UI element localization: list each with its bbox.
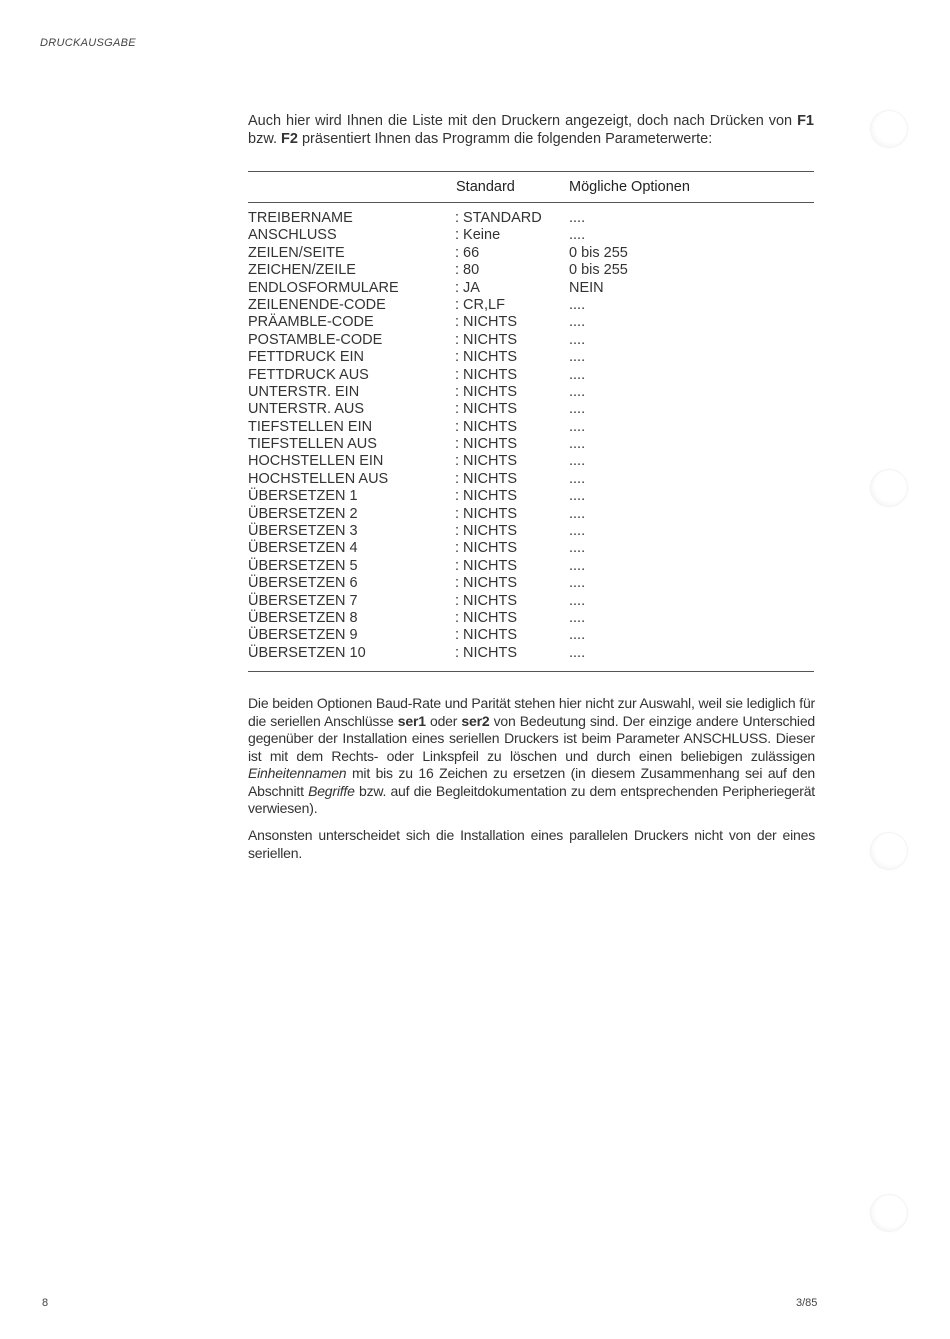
parameter-name: PRÄAMBLE-CODE [248,314,374,331]
table-top-rule [248,171,814,172]
parameter-options: .... [569,609,586,626]
parameter-standard: : NICHTS [455,627,518,644]
parameter-name: FETTDRUCK AUS [248,366,369,383]
para1-text-g: mit bis zu 16 Zeichen zu ersetzen (in diesem Zusammenhang sei auf den Abschnitt [248,765,815,799]
parameter-name: HOCHSTELLEN EIN [248,453,384,470]
edition-date: 3/85 [796,1297,818,1309]
table-row [248,262,814,279]
table-row [248,488,814,505]
port-ser2: ser2 [461,712,490,729]
parameter-name: TIEFSTELLEN AUS [248,436,377,453]
table-row [248,332,814,349]
parameter-name: TIEFSTELLEN EIN [248,418,373,435]
table-row [248,471,814,488]
parameter-options: .... [569,227,586,244]
port-ser1: ser1 [397,712,426,729]
table-row [248,540,814,557]
parameter-options: .... [569,418,586,435]
parameter-standard: : NICHTS [455,349,518,366]
parameter-standard: : NICHTS [455,557,518,574]
parameter-standard: : Keine [455,227,501,244]
para1-text-e: von Bedeutung sind. Der einzige andere Unterschied gegenüber der Installation eines seriellen Druckers ist beim Parameter ANSCHLUSS. Dieser ist mit dem Rechts- oder Linkspfeil zu löschen und durch einen beliebigen zulässigen [248,712,815,764]
table-row [248,558,814,575]
table-row [248,610,814,627]
parameter-options: .... [569,331,586,348]
parameter-options: 0 bis 255 [569,262,628,279]
table-row [248,210,814,227]
running-header: DRUCKAUSGABE [40,37,136,49]
parameter-options: .... [569,575,586,592]
parameter-name: ÜBERSETZEN 1 [248,488,358,505]
punch-hole [871,470,907,506]
punch-hole [871,833,907,869]
key-f2: F2 [281,131,298,147]
parameter-name: ÜBERSETZEN 10 [248,644,366,661]
parameter-standard: : NICHTS [455,453,518,470]
punch-hole [871,111,907,147]
table-row [248,575,814,592]
table-row [248,245,814,262]
table-row [248,367,814,384]
parameter-options: .... [569,366,586,383]
column-header-standard: Standard [456,179,515,195]
parameter-options: .... [569,627,586,644]
parameter-options: .... [569,296,586,313]
parameter-name: HOCHSTELLEN AUS [248,470,389,487]
parameter-standard: : NICHTS [455,383,518,400]
parameter-options: .... [569,383,586,400]
parameter-name: FETTDRUCK EIN [248,349,364,366]
parameter-standard: : NICHTS [455,418,518,435]
paragraph-options [248,695,815,818]
key-f1: F1 [797,113,814,129]
table-row [248,297,814,314]
para1-text-i: bzw. auf die Begleitdokumentation zu dem entsprechenden Peripheriegerät verwiesen). [248,782,815,816]
parameter-name: ZEILENENDE-CODE [248,296,386,313]
parameter-standard: : 66 [455,244,480,261]
parameter-standard: : NICHTS [455,609,518,626]
table-row [248,523,814,540]
parameter-table [248,210,814,662]
table-row [248,384,814,401]
parameter-name: ANSCHLUSS [248,227,337,244]
parameter-standard: : NICHTS [455,470,518,487]
parameter-options: .... [569,210,586,226]
parameter-standard: : NICHTS [455,314,518,331]
parameter-standard: : NICHTS [455,540,518,557]
parameter-options: .... [569,644,586,661]
table-row [248,349,814,366]
parameter-standard: : CR,LF [455,296,505,313]
parameter-standard: : NICHTS [455,366,518,383]
parameter-standard: : 80 [455,262,480,279]
term-einheitennamen: Einheitennamen [248,765,347,781]
parameter-name: ZEICHEN/ZEILE [248,262,356,279]
parameter-standard: : NICHTS [455,331,518,348]
parameter-name: ÜBERSETZEN 8 [248,609,358,626]
table-row [248,314,814,331]
parameter-standard: : NICHTS [455,592,518,609]
parameter-standard: : NICHTS [455,436,518,453]
table-row [248,227,814,244]
parameter-options: .... [569,540,586,557]
table-row [248,436,814,453]
page-number: 8 [42,1297,49,1309]
parameter-name: ÜBERSETZEN 4 [248,540,358,557]
parameter-options: .... [569,401,586,418]
table-row [248,419,814,436]
parameter-options: .... [569,470,586,487]
parameter-name: ÜBERSETZEN 2 [248,505,358,522]
parameter-standard: : NICHTS [455,505,518,522]
parameter-standard: : NICHTS [455,644,518,661]
table-row [248,280,814,297]
table-bottom-rule [248,671,814,672]
table-row [248,645,814,662]
parameter-name: UNTERSTR. EIN [248,383,360,400]
table-row [248,627,814,644]
parameter-name: TREIBERNAME [248,210,353,226]
parameter-name: UNTERSTR. AUS [248,401,365,418]
parameter-options: .... [569,453,586,470]
parameter-name: POSTAMBLE-CODE [248,331,383,348]
parameter-standard: : NICHTS [455,575,518,592]
table-header-rule [248,202,814,203]
para1-text-a: Die beiden Optionen Baud-Rate und Parität stehen hier nicht zur Auswahl, weil sie lediglich für die seriellen Anschlüsse [248,695,815,729]
intro-text-2: bzw. [248,131,282,147]
parameter-standard: : STANDARD [455,210,542,226]
parameter-options: .... [569,592,586,609]
parameter-options: .... [569,523,586,540]
parameter-options: .... [569,557,586,574]
parameter-standard: : NICHTS [455,488,518,505]
parameter-name: ÜBERSETZEN 7 [248,592,358,609]
parameter-options: .... [569,436,586,453]
parameter-options: .... [569,505,586,522]
parameter-options: .... [569,349,586,366]
parameter-name: ÜBERSETZEN 5 [248,557,358,574]
intro-text-3: präsentiert Ihnen das Programm die folgenden Parameterwerte: [297,131,713,147]
parameter-standard: : NICHTS [455,523,518,540]
parameter-name: ÜBERSETZEN 9 [248,627,358,644]
punch-hole [871,1195,907,1231]
table-row [248,506,814,523]
paragraph-conclusion: Ansonsten unterscheidet sich die Installation eines parallelen Druckers nicht von der eines seriellen. [248,827,815,861]
parameter-standard: : NICHTS [455,401,518,418]
column-header-options: Mögliche Optionen [569,179,690,195]
table-row [248,453,814,470]
parameter-name: ÜBERSETZEN 6 [248,575,358,592]
table-row [248,401,814,418]
intro-text-1: Auch hier wird Ihnen die Liste mit den Druckern angezeigt, doch nach Drücken von [248,113,798,129]
table-row [248,593,814,610]
parameter-name: ÜBERSETZEN 3 [248,523,358,540]
parameter-options: NEIN [569,279,604,296]
parameter-options: .... [569,314,586,331]
parameter-standard: : JA [455,279,480,296]
intro-paragraph [248,112,814,148]
parameter-options: .... [569,488,586,505]
parameter-options: 0 bis 255 [569,244,628,261]
parameter-name: ZEILEN/SEITE [248,244,345,261]
para1-text-c: oder [425,712,462,729]
parameter-name: ENDLOSFORMULARE [248,279,399,296]
term-begriffe: Begriffe [308,782,355,799]
